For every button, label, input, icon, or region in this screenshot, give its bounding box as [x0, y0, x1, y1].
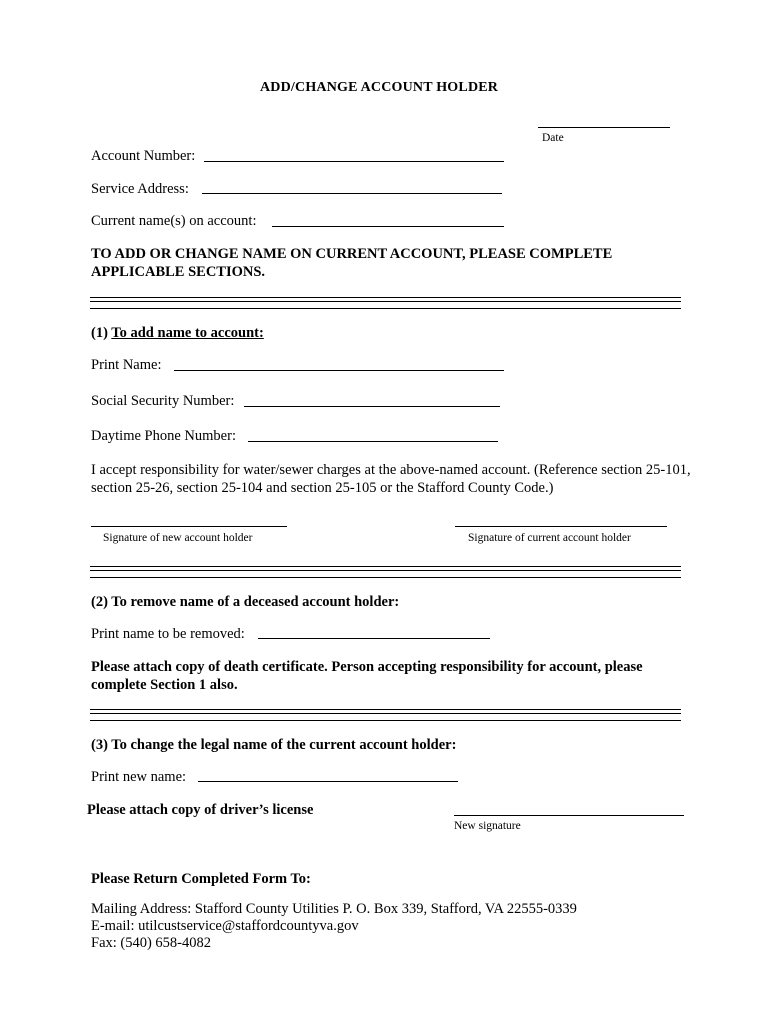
section-divider-2 — [90, 566, 681, 578]
current-names-field[interactable] — [272, 226, 504, 227]
return-heading: Please Return Completed Form To: — [91, 871, 311, 887]
print-new-name-label: Print new name: — [91, 769, 187, 785]
instructions: TO ADD OR CHANGE NAME ON CURRENT ACCOUNT, PLEASE COMPLETE APPLICABLE SECTIONS. — [91, 246, 613, 280]
fax-number: Fax: (540) 658-4082 — [91, 935, 212, 951]
mailing-address: Mailing Address: Stafford County Utilities P. O. Box 339, Stafford, VA 22555-0339 — [91, 901, 577, 917]
new-signature-label: New signature — [454, 820, 521, 832]
section-divider-3 — [90, 709, 681, 721]
ssn-label: Social Security Number: — [91, 393, 235, 409]
current-holder-signature-field[interactable] — [455, 526, 667, 527]
account-number-field[interactable] — [204, 161, 504, 162]
section1-title: To add name to account: — [111, 325, 264, 341]
new-signature-field[interactable] — [454, 815, 684, 816]
new-holder-signature-label: Signature of new account holder — [103, 532, 253, 544]
ssn-field[interactable] — [244, 406, 500, 407]
date-field[interactable] — [538, 127, 670, 128]
section3-heading: (3) To change the legal name of the current account holder: — [91, 737, 457, 753]
email-address: E-mail: utilcustservice@staffordcountyva.gov — [91, 918, 359, 934]
section1-number: (1) — [91, 325, 112, 341]
license-note: Please attach copy of driver’s license — [87, 802, 314, 818]
section1-heading — [91, 325, 264, 342]
death-certificate-note: Please attach copy of death certificate. Person accepting responsibility for account, please complete Section 1 also. — [91, 659, 643, 693]
account-number-label: Account Number: — [91, 148, 196, 164]
phone-label: Daytime Phone Number: — [91, 428, 236, 444]
service-address-field[interactable] — [202, 193, 502, 194]
print-new-name-field[interactable] — [198, 781, 458, 782]
current-names-label: Current name(s) on account: — [91, 213, 257, 229]
print-removed-label: Print name to be removed: — [91, 626, 245, 642]
date-label: Date — [542, 132, 564, 144]
print-name-field[interactable] — [174, 370, 504, 371]
section-divider-1 — [90, 297, 681, 309]
print-name-label: Print Name: — [91, 357, 162, 373]
new-holder-signature-field[interactable] — [91, 526, 287, 527]
phone-field[interactable] — [248, 441, 498, 442]
print-removed-field[interactable] — [258, 638, 490, 639]
service-address-label: Service Address: — [91, 181, 189, 197]
section2-heading: (2) To remove name of a deceased account holder: — [91, 594, 400, 610]
form-title: ADD/CHANGE ACCOUNT HOLDER — [260, 80, 499, 95]
current-holder-signature-label: Signature of current account holder — [468, 532, 631, 544]
acceptance-text: I accept responsibility for water/sewer charges at the above-named account. (Reference section 25-101, section 25-26, section 25-104 and section 25-105 or the Stafford County Code.) — [91, 462, 691, 496]
